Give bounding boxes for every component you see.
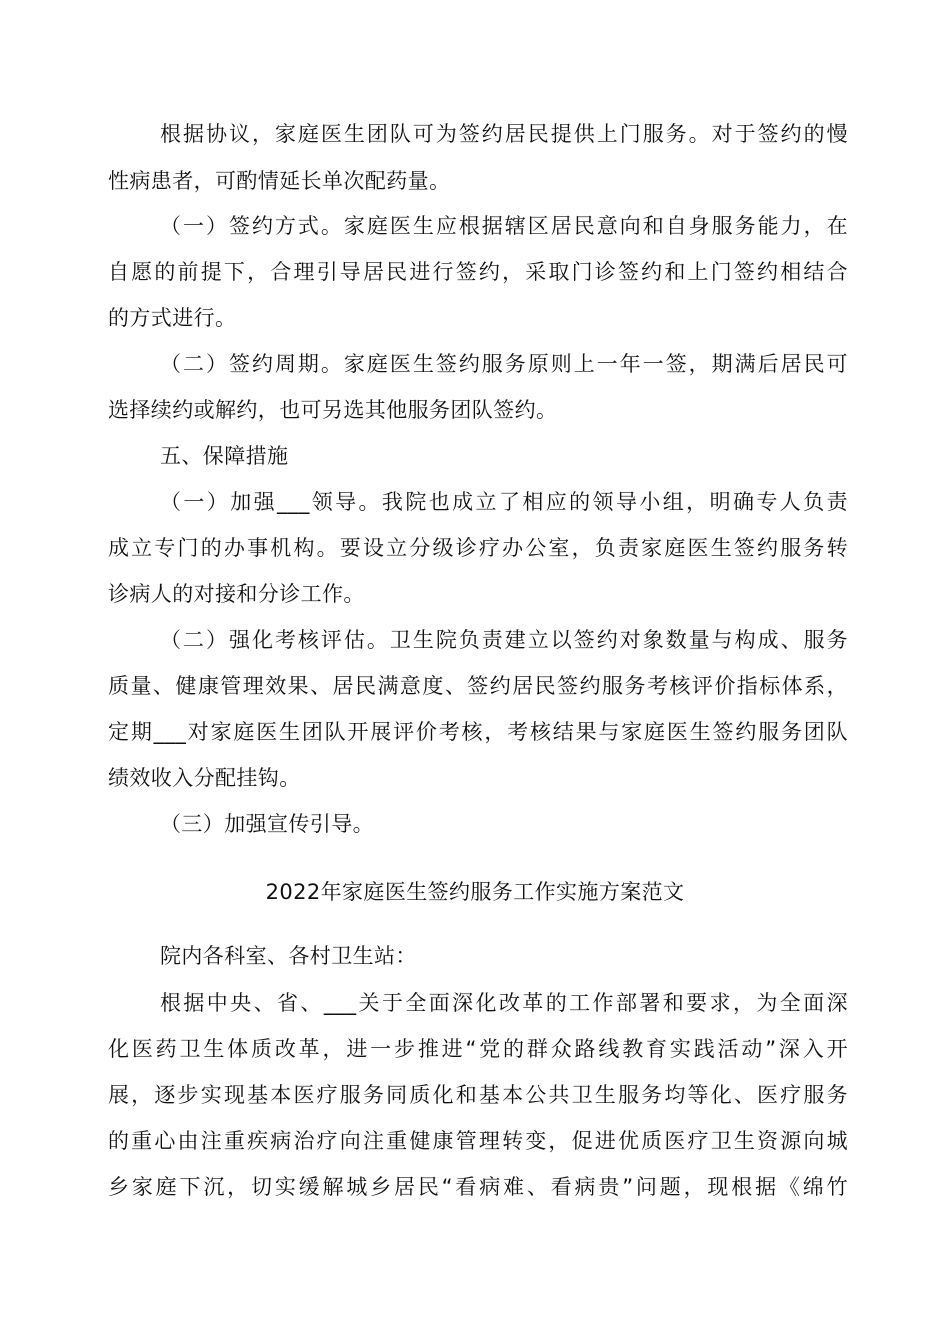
paragraph-line: （三）加强宣传引导。 <box>160 812 374 836</box>
document-title: 2022年家庭医生签约服务工作实施方案范文 <box>265 880 685 904</box>
paragraph-line: （一）签约方式。家庭医生应根据辖区居民意向和自身服务能力，在 <box>160 214 848 238</box>
paragraph-line: 绩效收入分配挂钩。 <box>108 766 301 790</box>
paragraph-line: 选择续约或解约，也可另选其他服务团队签约。 <box>108 398 558 422</box>
section-heading: 五、保障措施 <box>160 444 289 468</box>
paragraph-line: 性病患者，可酌情延长单次配药量。 <box>108 169 451 193</box>
paragraph-line: 展，逐步实现基本医疗服务同质化和基本公共卫生服务均等化、医疗服务 <box>108 1083 848 1107</box>
paragraph-line: 自愿的前提下，合理引导居民进行签约，采取门诊签约和上门签约相结合 <box>108 260 848 284</box>
salutation: 院内各科室、各村卫生站： <box>160 944 417 968</box>
paragraph-line: 的方式进行。 <box>108 306 237 330</box>
paragraph-line: 根据中央、省、___关于全面深化改革的工作部署和要求，为全面深 <box>160 991 848 1015</box>
paragraph-line: 质量、健康管理效果、居民满意度、签约居民签约服务考核评价指标体系， <box>108 674 848 698</box>
paragraph-line: 成立专门的办事机构。要设立分级诊疗办公室，负责家庭医生签约服务转 <box>108 536 848 560</box>
paragraph-line: 化医药卫生体质改革，进一步推进“党的群众路线教育实践活动”深入开 <box>108 1037 848 1061</box>
paragraph-line: （二）签约周期。家庭医生签约服务原则上一年一签，期满后居民可 <box>160 352 848 376</box>
paragraph-line: （一）加强___领导。我院也成立了相应的领导小组，明确专人负责 <box>160 490 848 514</box>
paragraph-line: 的重心由注重疾病治疗向注重健康管理转变，促进优质医疗卫生资源向城 <box>108 1129 848 1153</box>
paragraph-line: 根据协议，家庭医生团队可为签约居民提供上门服务。对于签约的慢 <box>160 122 848 146</box>
paragraph-line: 定期___对家庭医生团队开展评价考核，考核结果与家庭医生签约服务团队 <box>108 720 848 744</box>
paragraph-line: 诊病人的对接和分诊工作。 <box>108 582 365 606</box>
paragraph-line: 乡家庭下沉，切实缓解城乡居民“看病难、看病贵”问题，现根据《绵竹 <box>108 1175 848 1199</box>
paragraph-line: （二）强化考核评估。卫生院负责建立以签约对象数量与构成、服务 <box>160 628 848 652</box>
